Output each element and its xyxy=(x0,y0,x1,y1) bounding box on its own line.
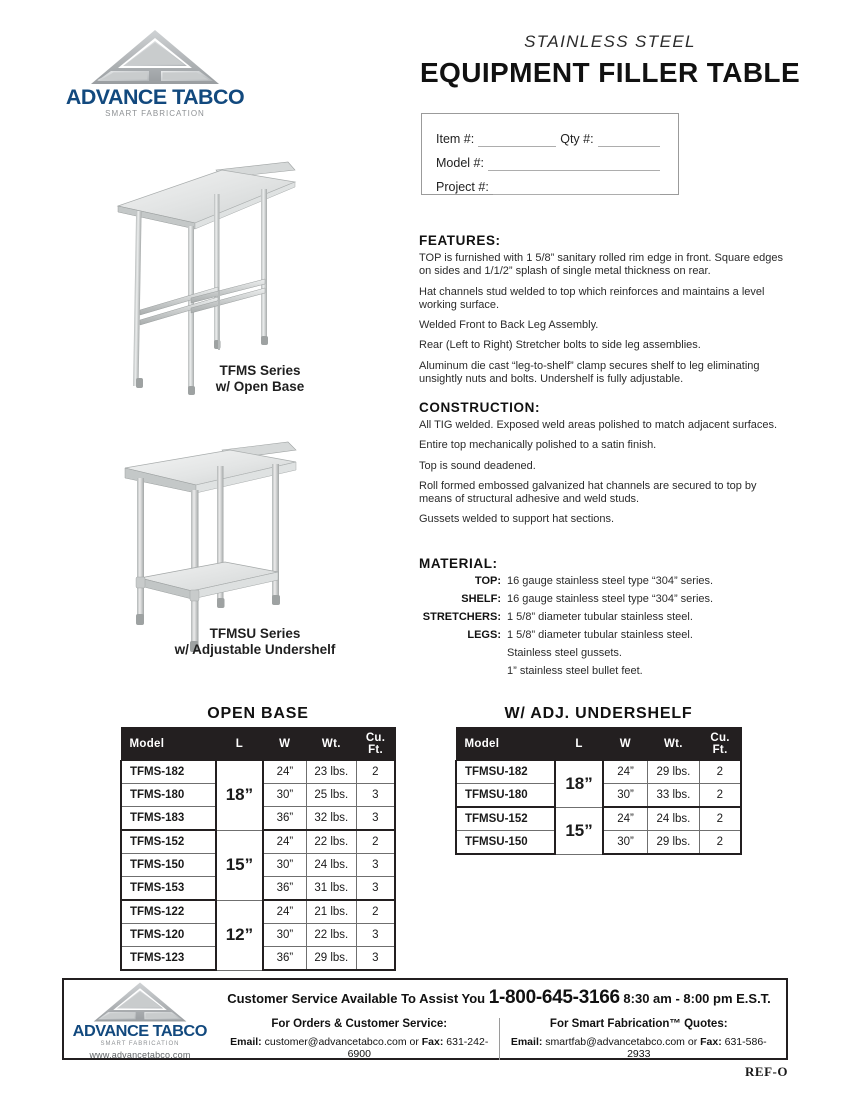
page-title-block xyxy=(410,32,810,89)
col-length: L xyxy=(555,728,603,761)
material-value: 1 5/8” diameter tubular stainless steel. xyxy=(507,611,693,623)
col-model: Model xyxy=(456,728,555,761)
cell-width: 30” xyxy=(603,784,648,808)
cell-weight: 21 lbs. xyxy=(307,900,357,924)
cell-cuft: 3 xyxy=(356,854,395,877)
page-subtitle: STAINLESS STEEL xyxy=(524,32,696,51)
cell-weight: 23 lbs. xyxy=(307,761,357,784)
col-cuft: Cu. Ft. xyxy=(699,728,741,761)
material-list xyxy=(405,574,795,682)
construction-item: Roll formed embossed galvanized hat channels are secured to top by means of structural adhesive and weld studs. xyxy=(419,479,757,506)
cell-model: TFMS-180 xyxy=(121,784,216,807)
cell-model: TFMSU-150 xyxy=(456,831,555,855)
cell-cuft: 2 xyxy=(699,761,741,784)
undershelf-table-title: W/ ADJ. UNDERSHELF xyxy=(504,705,693,722)
feature-item: Welded Front to Back Leg Assembly. xyxy=(419,319,599,332)
open-base-table-title: OPEN BASE xyxy=(207,705,309,722)
orders-title: For Orders & Customer Service: xyxy=(271,1018,448,1030)
material-label: TOP: xyxy=(474,575,501,587)
open-base-table xyxy=(120,727,396,971)
cell-model: TFMS-123 xyxy=(121,947,216,971)
construction-item: Gussets welded to support hat sections. xyxy=(419,513,615,526)
cell-weight: 24 lbs. xyxy=(648,807,700,831)
reference-code: REF-O xyxy=(745,1064,788,1079)
cell-width: 24” xyxy=(603,807,648,831)
construction-item: All TIG welded. Exposed weld areas polished to match adjacent surfaces. xyxy=(419,419,778,431)
construction-heading: CONSTRUCTION: xyxy=(419,400,541,415)
feature-item: TOP is furnished with 1 5/8” sanitary rolled rim edge in front. Square edges on sides and 1/1/2” splash of single metal thickness on rear. xyxy=(419,252,784,278)
footer-columns xyxy=(220,1018,778,1060)
cell-model: TFMS-150 xyxy=(121,854,216,877)
cell-cuft: 2 xyxy=(356,761,395,784)
cell-weight: 25 lbs. xyxy=(307,784,357,807)
material-value: 16 gauge stainless steel type “304” series. xyxy=(507,593,714,605)
construction-item: Top is sound deadened. xyxy=(419,459,536,472)
logo-tagline: SMART FABRICATION xyxy=(100,1040,180,1047)
fax-label: Fax: xyxy=(421,1036,444,1048)
material-row xyxy=(405,664,795,678)
qty-label: Qty #: xyxy=(560,132,594,146)
table-row xyxy=(121,830,395,854)
cell-model: TFMSU-152 xyxy=(456,807,555,831)
table-header-row xyxy=(121,728,395,761)
cell-weight: 29 lbs. xyxy=(307,947,357,971)
orders-email[interactable]: customer@advancetabco.com xyxy=(264,1036,407,1048)
cell-weight: 29 lbs. xyxy=(648,831,700,855)
model-row xyxy=(436,147,664,171)
caption-line-2: w/ Open Base xyxy=(215,379,305,394)
cell-cuft: 2 xyxy=(699,807,741,831)
phone-number[interactable]: 1-800-645-3166 xyxy=(488,987,620,1008)
cell-weight: 32 lbs. xyxy=(307,807,357,831)
col-width: W xyxy=(603,728,648,761)
cell-model: TFMS-122 xyxy=(121,900,216,924)
advance-tabco-triangle-icon xyxy=(88,981,192,1023)
quotes-column xyxy=(500,1018,779,1060)
cell-width: 24” xyxy=(263,900,307,924)
cell-model: TFMS-120 xyxy=(121,924,216,947)
email-label: Email: xyxy=(230,1036,262,1048)
col-weight: Wt. xyxy=(648,728,700,761)
cell-cuft: 3 xyxy=(356,924,395,947)
material-row xyxy=(405,592,795,606)
material-row xyxy=(405,628,795,642)
cs-prefix: Customer Service Available To Assist You xyxy=(227,991,486,1006)
material-label xyxy=(405,646,507,660)
cell-cuft: 3 xyxy=(356,784,395,807)
item-input[interactable] xyxy=(478,134,556,147)
cell-cuft: 3 xyxy=(356,877,395,901)
material-row xyxy=(405,646,795,660)
cell-width: 36” xyxy=(263,947,307,971)
cell-width: 24” xyxy=(263,830,307,854)
qty-input[interactable] xyxy=(598,134,660,147)
or-sep: or xyxy=(684,1036,701,1048)
footer-logo xyxy=(64,980,216,1058)
cell-model: TFMS-152 xyxy=(121,830,216,854)
advance-tabco-triangle-icon xyxy=(89,28,221,86)
caption-line-1: TFMSU Series xyxy=(209,626,301,641)
cell-model: TFMS-182 xyxy=(121,761,216,784)
cell-length: 15” xyxy=(555,807,603,854)
fax-label: Fax: xyxy=(700,1036,722,1048)
cell-cuft: 2 xyxy=(699,784,741,808)
cell-model: TFMSU-180 xyxy=(456,784,555,808)
product-image-open-base xyxy=(110,160,410,395)
table-row xyxy=(456,807,741,831)
construction-item: Entire top mechanically polished to a satin finish. xyxy=(419,439,657,452)
table-row xyxy=(121,900,395,924)
material-row xyxy=(405,574,795,588)
cell-cuft: 3 xyxy=(356,947,395,971)
product-caption-undershelf xyxy=(100,626,410,658)
cell-cuft: 2 xyxy=(699,831,741,855)
cell-weight: 22 lbs. xyxy=(307,830,357,854)
cell-weight: 22 lbs. xyxy=(307,924,357,947)
quotes-email[interactable]: smartfab@advancetabco.com xyxy=(545,1036,685,1048)
cell-weight: 31 lbs. xyxy=(307,877,357,901)
feature-item: Hat channels stud welded to top which reinforces and maintains a level working surface. xyxy=(419,285,765,311)
logo-tagline: SMART FABRICATION xyxy=(105,109,205,118)
cell-width: 30” xyxy=(263,854,307,877)
website-link[interactable]: www.advancetabco.com xyxy=(89,1049,191,1060)
undershelf-table xyxy=(455,727,742,855)
caption-line-1: TFMS Series xyxy=(219,363,301,378)
table-header-row xyxy=(456,728,741,761)
footer xyxy=(62,978,788,1060)
cell-width: 36” xyxy=(263,877,307,901)
product-caption-open-base xyxy=(110,363,410,395)
cell-length: 18” xyxy=(216,761,263,831)
cell-model: TFMSU-182 xyxy=(456,761,555,784)
orders-fax: 631-242-6900 xyxy=(347,1036,489,1060)
col-model: Model xyxy=(121,728,216,761)
material-row xyxy=(405,610,795,624)
header-logo xyxy=(60,28,250,119)
cell-model: TFMS-153 xyxy=(121,877,216,901)
table-row xyxy=(121,761,395,784)
or-sep: or xyxy=(406,1036,422,1048)
page-title: EQUIPMENT FILLER TABLE xyxy=(419,57,801,88)
cell-width: 36” xyxy=(263,807,307,831)
email-label: Email: xyxy=(510,1036,543,1048)
order-info-box xyxy=(421,113,679,195)
logo-wordmark: ADVANCE TABCO xyxy=(65,86,245,109)
cell-width: 30” xyxy=(603,831,648,855)
cell-weight: 29 lbs. xyxy=(648,761,700,784)
material-label: LEGS: xyxy=(467,629,501,641)
feature-item: Aluminum die cast “leg-to-shelf” clamp secures shelf to leg eliminating unsightly nuts and bolts. Undershelf is fully adjustable. xyxy=(419,359,760,386)
business-hours: 8:30 am - 8:00 pm E.S.T. xyxy=(623,991,771,1006)
caption-line-2: w/ Adjustable Undershelf xyxy=(174,642,336,657)
cell-cuft: 2 xyxy=(356,830,395,854)
table-row xyxy=(456,761,741,784)
features-heading: FEATURES: xyxy=(419,233,501,248)
features-list xyxy=(419,252,791,393)
quotes-contact xyxy=(500,1036,779,1060)
material-heading: MATERIAL: xyxy=(419,556,498,571)
quotes-title: For Smart Fabrication™ Quotes: xyxy=(549,1018,728,1030)
feature-item: Rear (Left to Right) Stretcher bolts to side leg assemblies. xyxy=(419,339,701,352)
cell-width: 24” xyxy=(263,761,307,784)
construction-list xyxy=(419,419,791,534)
material-label: SHELF: xyxy=(461,593,501,605)
col-length: L xyxy=(216,728,263,761)
material-label: STRETCHERS: xyxy=(422,611,501,623)
cell-weight: 24 lbs. xyxy=(307,854,357,877)
quotes-fax: 631-586-2933 xyxy=(627,1036,767,1060)
cell-cuft: 3 xyxy=(356,807,395,831)
cell-cuft: 2 xyxy=(356,900,395,924)
project-label: Project #: xyxy=(436,180,489,194)
orders-column xyxy=(220,1018,500,1060)
project-row xyxy=(436,171,664,195)
cell-weight: 33 lbs. xyxy=(648,784,700,808)
material-value: 16 gauge stainless steel type “304” series. xyxy=(507,575,714,587)
model-label: Model #: xyxy=(436,156,484,170)
customer-service-line xyxy=(220,987,778,1009)
material-value: 1” stainless steel bullet feet. xyxy=(507,665,643,677)
material-value: 1 5/8” diameter tubular stainless steel. xyxy=(507,629,693,641)
col-cuft: Cu. Ft. xyxy=(356,728,395,761)
cell-width: 30” xyxy=(263,924,307,947)
logo-wordmark: ADVANCE TABCO xyxy=(72,1022,208,1040)
footer-content xyxy=(216,980,786,1058)
cell-length: 18” xyxy=(555,761,603,808)
material-value: Stainless steel gussets. xyxy=(507,647,622,659)
cell-length: 12” xyxy=(216,900,263,970)
cell-model: TFMS-183 xyxy=(121,807,216,831)
material-label xyxy=(405,664,507,678)
col-width: W xyxy=(263,728,307,761)
cell-width: 30” xyxy=(263,784,307,807)
item-label: Item #: xyxy=(436,132,475,146)
item-qty-row xyxy=(436,123,664,147)
product-image-undershelf xyxy=(100,438,410,683)
orders-contact xyxy=(220,1036,499,1060)
cell-length: 15” xyxy=(216,830,263,900)
project-input[interactable] xyxy=(493,182,660,195)
model-input[interactable] xyxy=(488,158,660,171)
cell-width: 24” xyxy=(603,761,648,784)
col-weight: Wt. xyxy=(307,728,357,761)
